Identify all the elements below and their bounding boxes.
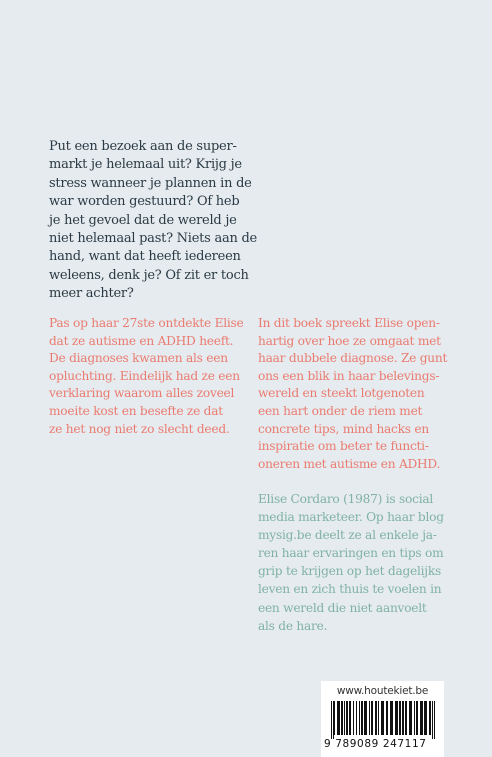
barcode-image bbox=[330, 701, 436, 739]
left-column-text: Pas op haar 27ste ontdekte Elise dat ze autisme en ADHD heeft. De diagnoses kwamen als een opluchting. Eindelijk had ze een verklaring waarom alles zoveel moeite kost en besefte ze dat ze het nog niet zo slecht deed. bbox=[49, 316, 244, 436]
intro-text: Put een bezoek aan de super- markt je helemaal uit? Krijg je stress wanneer je plannen in de war worden gestuurd? Of heb je het gevoel dat de wereld je niet helemaal past? Niets aan de hand, want dat heeft iedereen weleens, denk je? Of zit er toch meer achter? bbox=[49, 139, 257, 302]
right-column-text: In dit boek spreekt Elise open- hartig over hoe ze omgaat met haar dubbele diagnose. Ze gunt ons een blik in haar belevings- wereld en steekt lotgenoten een hart onder de riem met concrete tips, mind hacks en inspiratie om beter te functi- oneren met autisme en ADHD. bbox=[258, 316, 448, 471]
author-bio: Elise Cordaro (1987) is social media marketeer. Op haar blog mysig.be deelt ze al enkele ja- ren haar ervaringen en tips om grip te krijgen op het dagelijks leven en zich thuis te voelen in een wereld die niet aanvoelt als de hare. bbox=[258, 492, 444, 633]
barcode-box bbox=[321, 681, 444, 757]
isbn-number: 9 789089 247117 bbox=[324, 738, 427, 750]
publisher-website: www.houtekiet.be bbox=[336, 685, 429, 697]
